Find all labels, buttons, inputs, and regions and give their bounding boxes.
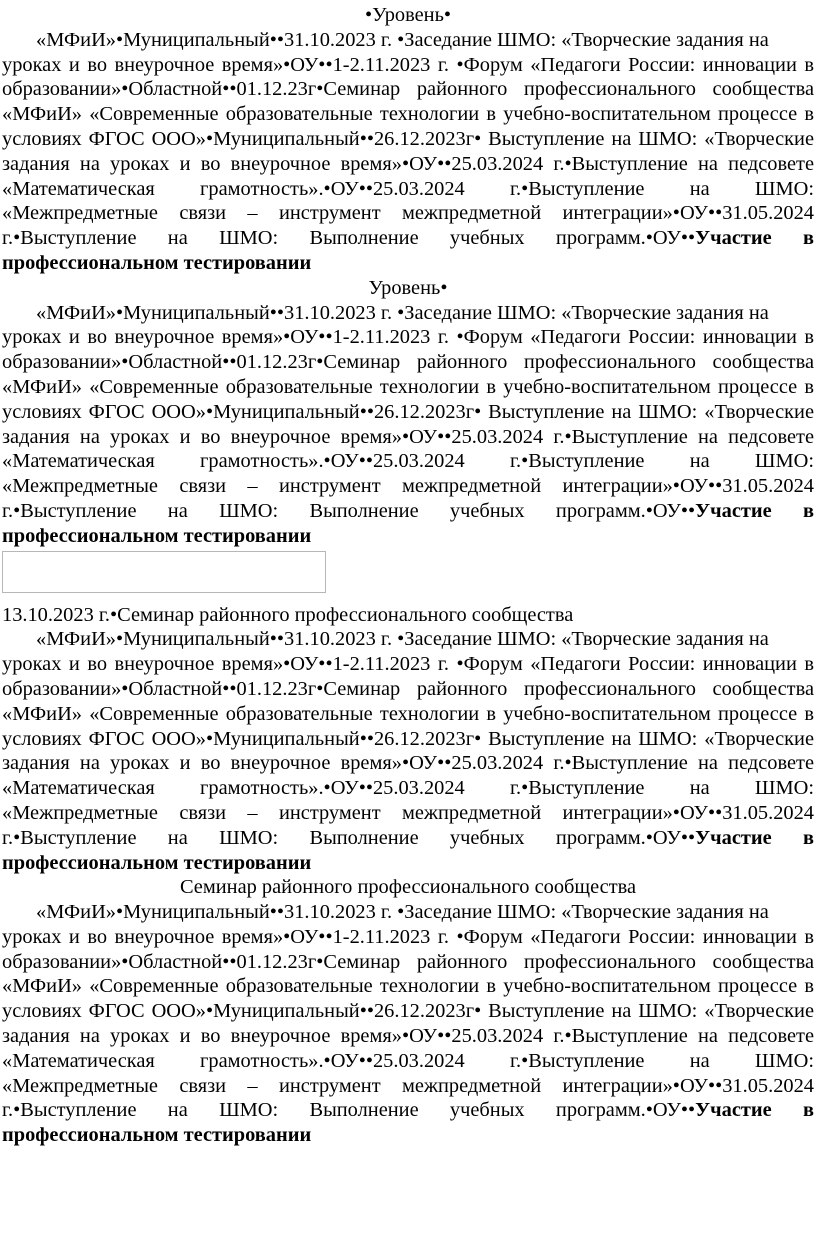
paragraph-bold-last-line: профессиональном тестировании xyxy=(2,251,312,274)
section-paragraph xyxy=(2,301,814,549)
empty-text-box[interactable] xyxy=(2,551,326,593)
paragraph-body-text: уроках и во внеурочное время»•ОУ••1-2.11.2023 г. •Форум «Педагоги России: инновации в образовании»•Областной••01.12.23г•Семинар районного профессионального сообщества «МФиИ» «Современные образовательные технологии в учебно-воспитательном процессе в условиях ФГОС ООО»•Муниципальный••26.12.2023г• Выступление на ШМО: «Творческие задания на уроках и во внеурочное время»•ОУ••25.03.2024 г.•Выступление на педсовете «Математическая грамотность».•ОУ••25.03.2024 г.•Выступление на ШМО: «Межпредметные связи – инструмент межпредметной интеграции»•ОУ••31.05.2024 г.•Выступление на ШМО: Выполнение учебных программ.•ОУ•• xyxy=(2,653,814,849)
paragraph-first-line: «МФиИ»•Муниципальный••31.10.2023 г. •Заседание ШМО: «Творческие задания на xyxy=(36,628,769,651)
section-4 xyxy=(2,875,814,1148)
paragraph-body-text: уроках и во внеурочное время»•ОУ••1-2.11.2023 г. •Форум «Педагоги России: инновации в образовании»•Областной••01.12.23г•Семинар районного профессионального сообщества «МФиИ» «Современные образовательные технологии в учебно-воспитательном процессе в условиях ФГОС ООО»•Муниципальный••26.12.2023г• Выступление на ШМО: «Творческие задания на уроках и во внеурочное время»•ОУ••25.03.2024 г.•Выступление на педсовете «Математическая грамотность».•ОУ••25.03.2024 г.•Выступление на ШМО: «Межпредметные связи – инструмент межпредметной интеграции»•ОУ••31.05.2024 г.•Выступление на ШМО: Выполнение учебных программ.•ОУ•• xyxy=(2,326,814,522)
paragraph-bold-last-line: профессиональном тестировании xyxy=(2,1124,312,1147)
paragraph-first-line: «МФиИ»•Муниципальный••31.10.2023 г. •Заседание ШМО: «Творческие задания на xyxy=(36,901,769,924)
paragraph-body xyxy=(2,53,814,251)
section-heading: •Уровень• xyxy=(364,4,452,26)
paragraph-bold-inline: Участие в xyxy=(695,227,814,250)
section-paragraph xyxy=(2,627,814,875)
section-heading: 13.10.2023 г.•Семинар районного профессионального сообщества xyxy=(2,603,574,626)
section-heading: Уровень• xyxy=(368,276,448,299)
document-page xyxy=(2,3,814,1148)
section-heading: Семинар районного профессионального сообщества xyxy=(179,876,637,899)
paragraph-body xyxy=(2,325,814,523)
section-3 xyxy=(2,603,814,876)
section-paragraph xyxy=(2,28,814,276)
section-paragraph xyxy=(2,900,814,1148)
paragraph-body xyxy=(2,652,814,850)
paragraph-bold-inline: Участие в xyxy=(695,826,814,849)
section-1 xyxy=(2,3,814,276)
paragraph-bold-inline: Участие в xyxy=(695,1099,814,1122)
paragraph-body xyxy=(2,925,814,1123)
paragraph-body-text: уроках и во внеурочное время»•ОУ••1-2.11.2023 г. •Форум «Педагоги России: инновации в образовании»•Областной••01.12.23г•Семинар районного профессионального сообщества «МФиИ» «Современные образовательные технологии в учебно-воспитательном процессе в условиях ФГОС ООО»•Муниципальный••26.12.2023г• Выступление на ШМО: «Творческие задания на уроках и во внеурочное время»•ОУ••25.03.2024 г.•Выступление на педсовете «Математическая грамотность».•ОУ••25.03.2024 г.•Выступление на ШМО: «Межпредметные связи – инструмент межпредметной интеграции»•ОУ••31.05.2024 г.•Выступление на ШМО: Выполнение учебных программ.•ОУ•• xyxy=(2,925,814,1122)
paragraph-first-line: «МФиИ»•Муниципальный••31.10.2023 г. •Заседание ШМО: «Творческие задания на xyxy=(36,301,769,324)
paragraph-first-line: «МФиИ»•Муниципальный••31.10.2023 г. •Заседание ШМО: «Творческие задания на xyxy=(36,28,769,51)
section-2 xyxy=(2,276,814,549)
paragraph-bold-last-line: профессиональном тестировании xyxy=(2,851,312,874)
paragraph-bold-last-line: профессиональном тестировании xyxy=(2,524,312,547)
paragraph-body-text: уроках и во внеурочное время»•ОУ••1-2.11.2023 г. •Форум «Педагоги России: инновации в образовании»•Областной••01.12.23г•Семинар районного профессионального сообщества «МФиИ» «Современные образовательные технологии в учебно-воспитательном процессе в условиях ФГОС ООО»•Муниципальный••26.12.2023г• Выступление на ШМО: «Творческие задания на уроках и во внеурочное время»•ОУ••25.03.2024 г.•Выступление на педсовете «Математическая грамотность».•ОУ••25.03.2024 г.•Выступление на ШМО: «Межпредметные связи – инструмент межпредметной интеграции»•ОУ••31.05.2024 г.•Выступление на ШМО: Выполнение учебных программ.•ОУ•• xyxy=(2,53,814,250)
paragraph-bold-inline: Участие в xyxy=(695,499,814,522)
